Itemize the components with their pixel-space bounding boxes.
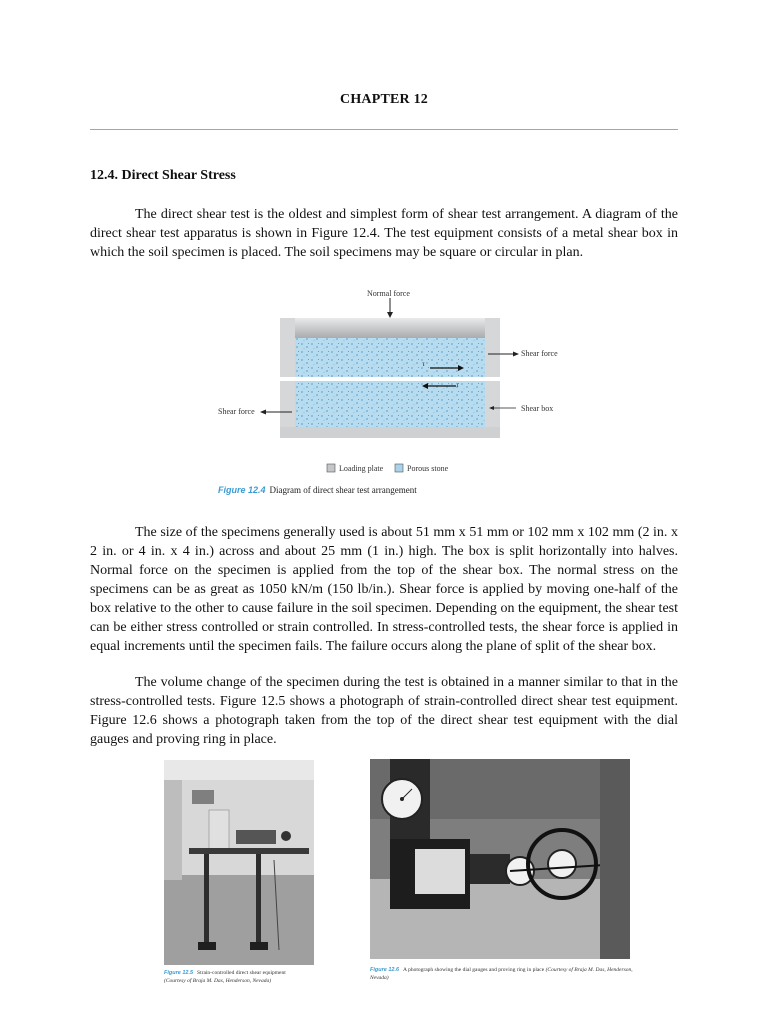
figure-12-6-number: Figure 12.6: [370, 967, 400, 973]
paragraph-specimen-size: The size of the specimens generally used is about 51 mm x 51 mm or 102 mm x 102 mm (2 in. x 2 in. or 4 in. x 4 in.) across and about 25 mm (1 in.) high. The box is split horizontally into halves. Normal force on the specimen is applied from the top of the shear box. The normal stress on the specimens can be as great as 1050 kN/m (150 lb/in.). Shear force is applied by moving one-half of the box relative to the other to cause failure in the soil specimen. Depending on the equipment, the shear test can be either stress controlled or strain controlled. In stress-controlled tests, the shear force is applied in equal increments until the specimen fails. The failure occurs along the plane of split of the shear box.: [90, 525, 678, 654]
label-tau-top: τ: [422, 360, 425, 368]
figure-12-4: [210, 286, 570, 501]
label-shear-box: Shear box: [521, 404, 554, 413]
upper-box-right-wall: [485, 318, 500, 377]
bottom-plate: [280, 427, 500, 438]
paragraph-intro: The direct shear test is the oldest and simplest form of shear test arrangement. A diagram of the direct shear test apparatus is shown in Figure 12.4. The test equipment consists of a metal shear box in which the soil specimen is placed. The soil specimens may be square or circular in plan.: [90, 207, 678, 260]
paragraph-volume-change: The volume change of the specimen during the test is obtained in a manner similar to that in the stress-controlled tests. Figure 12.5 shows a photograph of strain-controlled direct shear test equipment. Figure 12.6 shows a photograph taken from the top of the direct shear test equipment with the dial gauges and proving ring in place.: [90, 675, 678, 747]
chapter-title: CHAPTER 12: [340, 92, 428, 107]
figure-12-5-caption-text: Strain-controlled direct shear equipment: [197, 970, 286, 976]
figure-12-4-caption-text: Diagram of direct shear test arrangement: [269, 485, 417, 495]
shear-force-left-arrowhead: [260, 410, 266, 415]
figure-12-6-caption: [370, 966, 640, 982]
legend-label-porous-stone: Porous stone: [407, 464, 449, 473]
legend-swatch-loading-plate: [327, 464, 335, 472]
upper-box-left-wall: [280, 318, 295, 377]
figure-12-5-credit: (Courtesy of Braja M. Das, Henderson, Nevada): [164, 978, 272, 984]
label-shear-force-left: Shear force: [218, 407, 255, 416]
split-gap: [280, 377, 500, 381]
top-loading-plate: [295, 318, 485, 338]
figure-12-6-photo: [370, 759, 630, 959]
section-heading: 12.4. Direct Shear Stress: [90, 168, 236, 183]
figure-12-5-number: Figure 12.5: [164, 970, 194, 976]
figure-12-6-credit: (Courtesy of Braja M. Das, Henderson, Nevada): [370, 967, 633, 981]
legend-label-loading-plate: Loading plate: [339, 464, 384, 473]
figure-12-5-caption: [164, 969, 324, 985]
shear-box-diagram: [210, 286, 570, 501]
normal-force-arrowhead: [387, 312, 393, 318]
figure-12-4-number: Figure 12.4: [218, 485, 266, 495]
figure-12-5-photo: [164, 760, 314, 965]
label-normal-force: Normal force: [367, 289, 410, 298]
horizontal-rule: [90, 129, 678, 130]
figure-12-4-caption: [218, 485, 417, 495]
figure-12-6-caption-text: A photograph showing the dial gauges and proving ring in place: [403, 967, 545, 973]
label-shear-force-right: Shear force: [521, 349, 558, 358]
upper-soil: [295, 338, 485, 377]
label-tau-bottom: τ: [456, 381, 459, 389]
legend-swatch-porous-stone: [395, 464, 403, 472]
shear-force-right-arrowhead: [513, 352, 519, 357]
